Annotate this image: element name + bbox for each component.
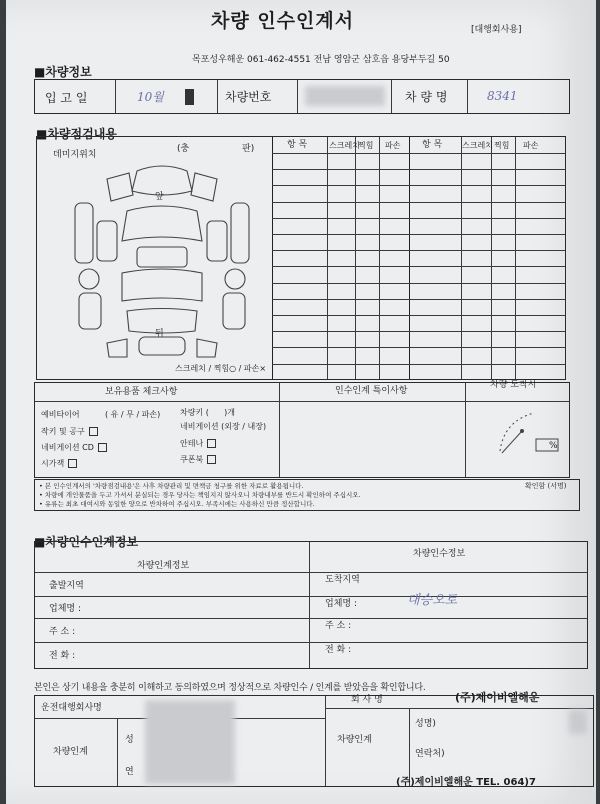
left-signoff-redacted <box>145 700 235 784</box>
acc-spare-tire: 예비타이어 <box>41 410 80 419</box>
rear-label: 뒤 <box>155 329 164 339</box>
left-depart: 출발지역 <box>49 581 84 591</box>
grid-row-line <box>409 185 565 186</box>
grid-row-line <box>409 218 565 219</box>
handover-notes-title: 인수인계 특이사항 <box>335 386 408 396</box>
right-company-value: 대승오토 <box>407 593 458 608</box>
right-handover-label: 차량인계 <box>337 735 372 745</box>
damage-legend: 스크레치 / 찍힘○ / 파손× <box>175 364 267 373</box>
accessories-title: 보유용품 체크사항 <box>105 387 178 397</box>
grid-row-line <box>272 266 409 267</box>
right-phone: 전 화 : <box>325 645 352 655</box>
fuel-title: 차량 도착시 <box>490 380 537 390</box>
fuel-unit: % <box>549 441 558 451</box>
grid-row-line <box>272 315 409 316</box>
col-item-left: 항 목 <box>287 140 308 150</box>
grid-row-line <box>409 331 565 332</box>
cigar-jack-checkbox[interactable] <box>68 459 77 468</box>
acc-navi-cd: 네비게이션 CD <box>41 443 107 452</box>
grid-row-line <box>272 153 409 154</box>
col-dent-right: 찍힘 <box>494 141 510 150</box>
vehicle-name-value: 8341 <box>487 89 518 103</box>
acc-antenna: 안테나 <box>180 439 216 448</box>
handover-right-title: 차량인수정보 <box>413 549 466 559</box>
jack-checkbox[interactable] <box>89 427 98 436</box>
col-scratch-right: 스크레치 <box>462 141 493 150</box>
grid-row-line <box>272 234 409 235</box>
grid-row-line <box>272 169 409 170</box>
inspection-heading: ■차량점검내용 <box>36 127 117 141</box>
handover-table <box>34 541 588 669</box>
right-signoff-redacted <box>569 710 587 734</box>
coupon-checkbox[interactable] <box>207 455 216 464</box>
grid-row-line <box>272 299 409 300</box>
grid-row-line <box>409 299 565 300</box>
grid-row-line <box>272 185 409 186</box>
notice-line-1: • 본 인수인계서의 '차량점검내용'은 사후 차량관리 및 면책금 청구를 위한 자료로 활용됩니다. <box>39 482 304 490</box>
inspection-table <box>36 136 566 380</box>
contact-label: 연락처) <box>415 749 445 759</box>
grid-row-line <box>409 250 565 251</box>
footer-company: (주)제이비엘해운 TEL. 064)7 <box>396 777 536 788</box>
left-handover-label: 차량인계 <box>53 747 88 757</box>
grid-row-line <box>272 331 409 332</box>
entry-date-label: 입 고 일 <box>45 91 88 105</box>
grid-row-line <box>272 364 409 365</box>
acc-jack: 작키 및 공구 <box>41 427 98 436</box>
confirm-sign-label: 확인함 (서명) <box>525 482 567 490</box>
vehicle-name-label: 차 량 명 <box>405 90 448 104</box>
col-item-right: 항 목 <box>422 140 443 150</box>
right-address: 주 소 : <box>325 621 352 631</box>
antenna-checkbox[interactable] <box>207 439 216 448</box>
vehicle-no-label: 차량번호 <box>225 90 272 104</box>
left-contact-prefix: 연 <box>125 767 134 777</box>
document-page <box>6 0 596 804</box>
handover-left-title: 차량인계정보 <box>137 561 190 571</box>
notice-box <box>34 479 580 511</box>
grid-row-line <box>409 266 565 267</box>
company-name-label: 회 사 명 <box>351 695 383 705</box>
vehicle-info-table <box>34 79 570 114</box>
acc-coupon: 쿠폰북 <box>180 455 216 464</box>
grid-row-line <box>409 315 565 316</box>
usage-tag: [대행회사용] <box>471 25 522 35</box>
grid-row-line <box>409 364 565 365</box>
notice-line-2: • 차량에 개인물품을 두고 가셔서 분실되는 경우 당사는 책임지지 않사오니 차량내부를 반드시 확인하여 주십시오. <box>39 491 361 499</box>
grid-row-line <box>409 169 565 170</box>
col-break-left: 파손 <box>385 141 401 150</box>
agent-company-label: 운전대행회사명 <box>41 703 102 713</box>
company-name-value: (주)제이비엘해운 <box>455 691 540 704</box>
accessories-table <box>34 382 570 478</box>
col-dent-left: 찍힘 <box>358 141 374 150</box>
left-phone: 전 화 : <box>49 651 76 661</box>
grid-row-line <box>272 283 409 284</box>
address-line: 목포성우해운 061-462-4551 전남 영암군 삼호읍 용당부두길 50 <box>192 55 450 65</box>
left-sign-prefix: 성 <box>125 735 134 745</box>
side-label-2: 판) <box>242 144 255 154</box>
left-company: 업체명 : <box>49 604 81 614</box>
navi-cd-checkbox[interactable] <box>98 443 107 452</box>
front-label: 앞 <box>155 192 164 202</box>
acc-tire-options: ( 유 / 무 / 파손) <box>105 410 161 419</box>
acc-cigar-jack: 시가잭 <box>41 459 77 468</box>
sign-label: 성명) <box>415 719 436 729</box>
grid-row-line <box>409 234 565 235</box>
grid-row-line <box>272 250 409 251</box>
col-break-right: 파손 <box>523 141 539 150</box>
acc-key: 차량키 ( )개 <box>180 408 235 417</box>
damage-location-label: 데미지위치 <box>53 150 97 160</box>
vehicle-no-redacted <box>305 86 385 106</box>
left-address: 주 소 : <box>49 627 76 637</box>
right-company: 업체명 : <box>325 599 357 609</box>
agreement-text: 본인은 상기 내용을 충분히 이해하고 동의하였으며 정상적으로 차량인수 / 인계를 받았음을 확인합니다. <box>34 683 426 693</box>
acc-navigation: 네비게이션 (외장 / 내장) <box>180 422 267 431</box>
handover-heading: ■차량인수인계정보 <box>34 535 139 549</box>
right-arrive: 도착지역 <box>325 575 360 585</box>
col-scratch-left: 스크레치 <box>329 141 360 150</box>
vehicle-info-heading: ■차량정보 <box>34 65 92 79</box>
signoff-table <box>34 691 594 787</box>
notice-line-3: • 유류는 최초 대여시와 동일한 양으로 반차하여 주십시오. 부족시에는 사용하신 만큼 정산합니다. <box>39 500 315 508</box>
grid-row-line <box>409 283 565 284</box>
grid-row-line <box>272 202 409 203</box>
grid-row-line <box>272 347 409 348</box>
grid-row-line <box>409 153 565 154</box>
grid-row-line <box>409 347 565 348</box>
document-title: 차량 인수인계서 <box>211 10 355 32</box>
side-label: (충 <box>177 144 190 154</box>
redaction-mark <box>185 89 194 105</box>
entry-date-value: 10월 <box>137 90 164 104</box>
grid-row-line <box>272 218 409 219</box>
grid-row-line <box>409 202 565 203</box>
